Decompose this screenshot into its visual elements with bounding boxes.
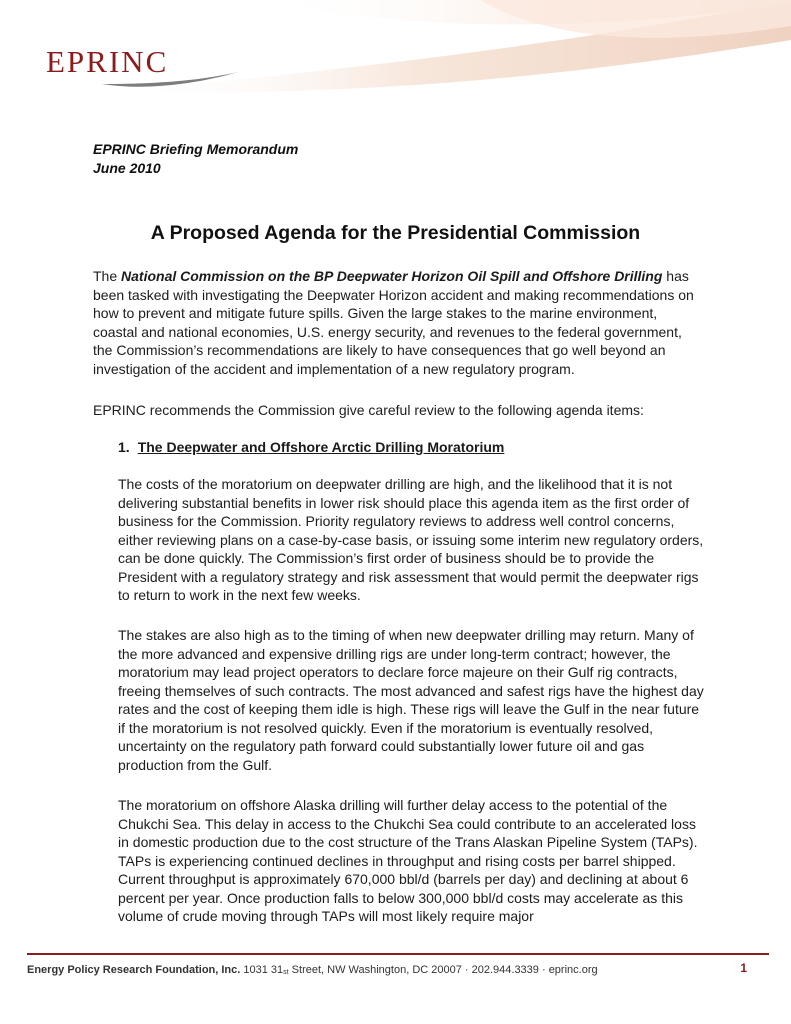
section-title: The Deepwater and Offshore Arctic Drilling Moratorium <box>137 439 505 455</box>
eprinc-logo: EPRINC <box>46 44 169 79</box>
document-title: A Proposed Agenda for the Presidential Commission <box>150 222 641 244</box>
commission-name: National Commission on the BP Deepwater Horizon Oil Spill and Offshore Drilling <box>121 268 663 284</box>
memo-date: June 2010 <box>93 160 161 176</box>
footer-divider <box>27 953 769 955</box>
section-number: 1. <box>118 439 130 455</box>
memo-type: EPRINC Briefing Memorandum <box>93 141 299 157</box>
intro-paragraph <box>93 267 705 378</box>
recommendation-paragraph: EPRINC recommends the Commission give careful review to the following agenda items: <box>93 402 644 418</box>
section-heading <box>118 438 504 457</box>
logo-swoosh-icon <box>100 68 240 90</box>
footer-address-suffix: st <box>283 969 289 976</box>
footer-address-start: 1031 31 <box>240 964 284 976</box>
section-paragraph-2: The stakes are also high as to the timing of when new deepwater drilling may return. Many of the more advanced and expensive drilling rigs are under long-term contract; however, the moratorium may lead project operators to declare force majeure on their Gulf rig contracts, freeing themselves of such contracts. The most advanced and safest rigs have the highest day rates and the cost of keeping them idle is high. These rigs will leave the Gulf in the near future if the moratorium is not resolved quickly. Even if the moratorium is eventually resolved, uncertainty on the regulatory path forward could substantially lower future oil and gas production from the Gulf. <box>118 627 704 773</box>
intro-prefix: The <box>93 268 122 284</box>
footer-organization: Energy Policy Research Foundation, Inc. <box>27 964 241 976</box>
intro-body: has been tasked with investigating the Deepwater Horizon accident and making recommendations on how to prevent and mitigate future spills. Given the large stakes to the marine environment, coastal and national economies, U.S. energy security, and revenues to the federal government, the Commission’s recommendations are likely to have consequences that go well beyond an investigation of the accident and implementation of a new regulatory program. <box>93 268 694 377</box>
page-number: 1 <box>740 961 747 975</box>
section-paragraph-1: The costs of the moratorium on deepwater drilling are high, and the likelihood that it is not delivering substantial benefits in lower risk should place this agenda item as the first order of business for the Commission. Priority regulatory reviews to address well control concerns, either reviewing plans on a case-by-case basis, or issuing some interim new regulatory orders, can be done quickly. The Commission’s first order of business should be to provide the President with a regulatory strategy and risk assessment that would permit the deepwater rigs to return to work in the next few weeks. <box>118 476 704 603</box>
footer-address-rest: Street, NW Washington, DC 20007 · 202.944.3339 · eprinc.org <box>288 964 598 976</box>
page-footer <box>27 963 769 980</box>
section-paragraph-3: The moratorium on offshore Alaska drilling will further delay access to the potential of the Chukchi Sea. This delay in access to the Chukchi Sea could contribute to an accelerated loss in domestic production due to the cost structure of the Trans Alaskan Pipeline System (TAPs). TAPs is experiencing continued declines in throughput and rising costs per barrel shipped. Current throughput is approximately 670,000 bbl/d (barrels per day) and declining at about 6 percent per year. Once production falls to below 300,000 bbl/d costs may accelerate as this volume of crude moving through TAPs will most likely require major <box>118 797 698 924</box>
memo-header <box>93 140 298 178</box>
